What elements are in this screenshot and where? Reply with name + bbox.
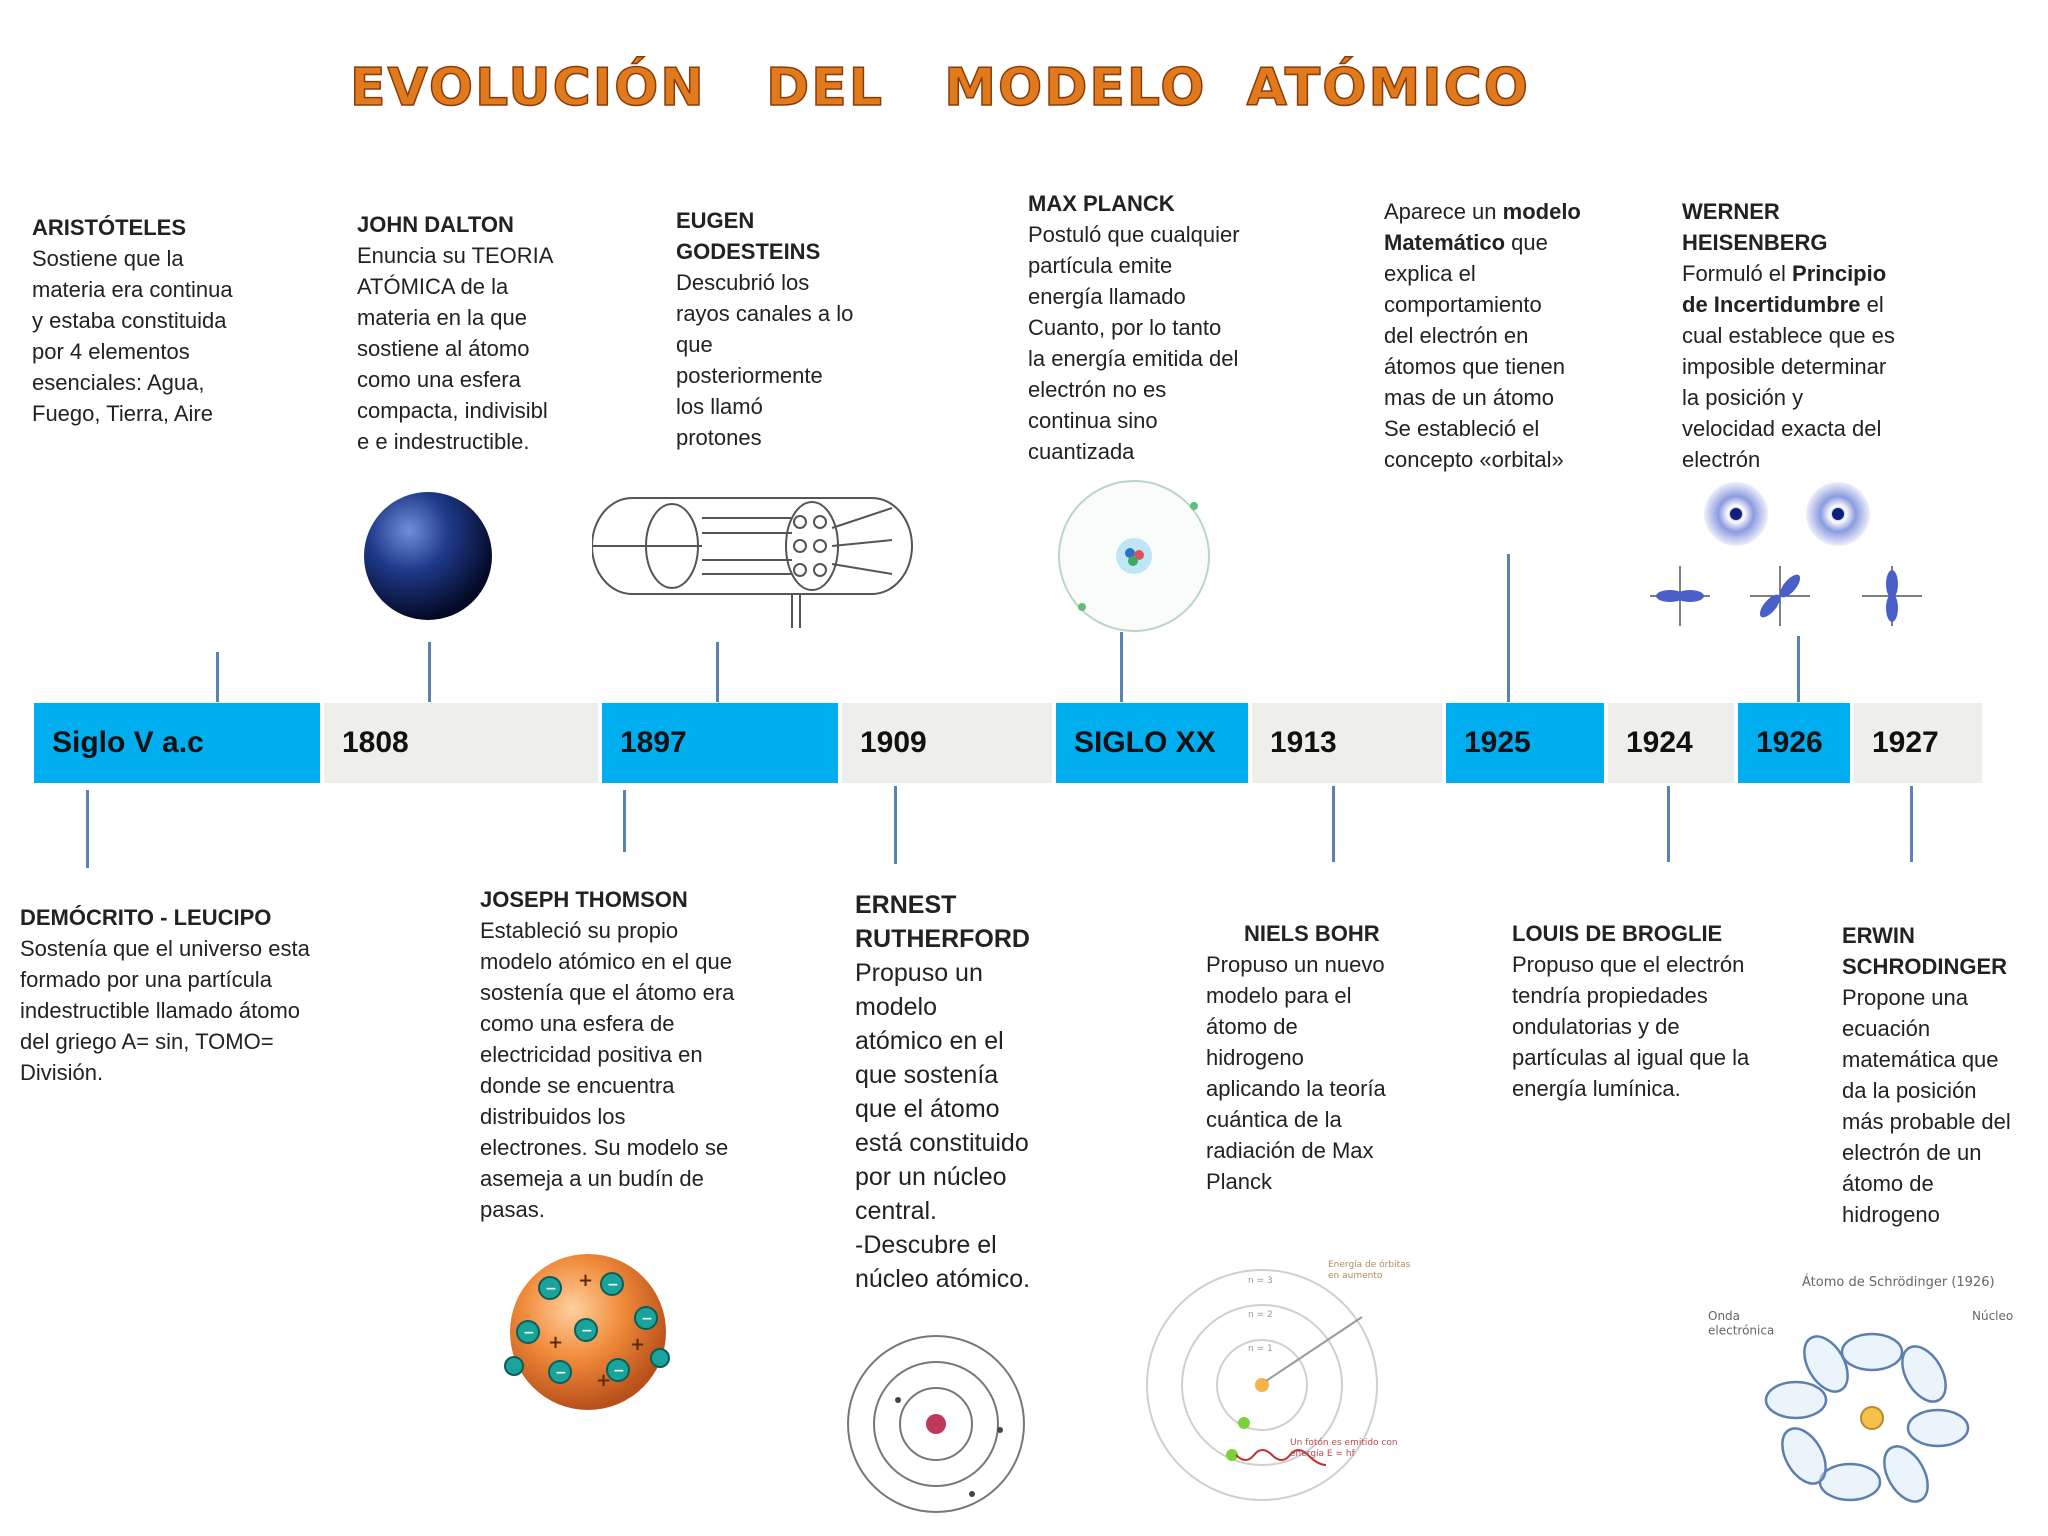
page-title: EVOLUCIÓN DEL MODELO ATÓMICO	[350, 58, 1530, 118]
svg-text:−: −	[555, 1365, 567, 1381]
dalton-name: JOHN DALTON	[357, 212, 514, 237]
schrodinger-block	[1842, 920, 2042, 1230]
bohr-name: NIELS BOHR	[1244, 921, 1380, 946]
svg-text:+: +	[596, 1370, 612, 1391]
bohr-atom	[1140, 1255, 1450, 1525]
timeline-1926: 1926	[1738, 703, 1854, 783]
rutherford-text: Propuso un modelo atómico en el que sostenía que el átomo está constituido por un núcleo central. -Descubre el núcleo atómico.	[855, 959, 1031, 1293]
schrodinger-name: ERWIN SCHRODINGER	[1842, 923, 2008, 979]
timeline-1927: 1927	[1854, 703, 1982, 783]
thomson-name: JOSEPH THOMSON	[480, 887, 688, 912]
connector-dalton	[428, 642, 431, 702]
broglie-block	[1512, 918, 1812, 1104]
bohr-photon-label: Un fotón es emitido con energía E = hf	[1290, 1438, 1398, 1459]
rutherford-block	[855, 888, 1085, 1296]
schrodinger-wave-label: Onda electrónica	[1708, 1309, 1775, 1338]
matematico-bold2: Matemático	[1384, 230, 1506, 255]
connector-democrito	[86, 790, 89, 868]
heisenberg-name: WERNER HEISENBERG	[1682, 199, 1828, 255]
timeline-siglo-v: Siglo V a.c	[34, 703, 324, 783]
connector-schrodinger	[1910, 786, 1913, 862]
planck-text: Postuló que cualquier partícula emite energía llamado Cuanto, por lo tanto la energía emitida del electrón no es continua sino cuantizada	[1028, 222, 1240, 464]
cathode-ray-tube	[592, 478, 922, 638]
bohr-block	[1206, 918, 1426, 1197]
aristoteles-name: ARISTÓTELES	[32, 215, 187, 240]
connector-aristoteles	[216, 652, 219, 702]
timeline-1909: 1909	[842, 703, 1056, 783]
svg-text:−: −	[641, 1311, 653, 1327]
svg-text:−: −	[581, 1323, 593, 1339]
planck-block	[1028, 188, 1348, 467]
connector-matematico	[1507, 554, 1510, 702]
godesteins-text: Descubrió los rayos canales a lo que posteriormente los llamó protones	[676, 270, 854, 450]
connector-broglie	[1667, 786, 1670, 862]
godesteins-block	[676, 205, 936, 453]
svg-text:+: +	[578, 1270, 594, 1291]
aristoteles-text: Sostiene que la materia era continua y estaba constituida por 4 elementos esenciales: Agua, Fuego, Tierra, Aire	[32, 246, 233, 426]
democrito-name: DEMÓCRITO - LEUCIPO	[20, 905, 272, 930]
schrodinger-text: Propone una ecuación matemática que da la posición más probable del electrón de un átomo de hidrogeno	[1842, 985, 2011, 1227]
connector-bohr	[1332, 786, 1335, 862]
matematico-block	[1384, 196, 1674, 475]
bohr-level-1: n = 1	[1248, 1344, 1273, 1354]
thomson-text: Estableció su propio modelo atómico en el que sostenía que el átomo era como una esfera de electricidad positiva en donde se encuentra distribuidos los electrones. Su modelo se asemeja a un budín de pasas.	[480, 918, 735, 1222]
planck-atom	[1054, 476, 1214, 636]
broglie-text: Propuso que el electrón tendría propiedades ondulatorias y de partículas al igual que la energía lumínica.	[1512, 952, 1750, 1101]
dalton-text: Enuncia su TEORIA ATÓMICA de la materia en la que sostiene al átomo como una esfera compacta, indivisibl e e indestructible.	[357, 243, 554, 454]
connector-rutherford	[894, 786, 897, 864]
heisenberg-orbitals	[1640, 478, 1940, 638]
schrodinger-atom	[1700, 1260, 2020, 1520]
timeline-1897: 1897	[602, 703, 842, 783]
svg-text:−: −	[523, 1325, 535, 1341]
connector-godesteins	[716, 642, 719, 702]
bohr-energy-label: Energía de órbitas en aumento	[1328, 1260, 1411, 1281]
timeline-1913: 1913	[1252, 703, 1446, 783]
svg-text:+: +	[630, 1334, 646, 1355]
matematico-post: que explica el comportamiento del electrón en átomos que tienen mas de un átomo Se estableció el concepto «orbital»	[1384, 230, 1566, 472]
schrodinger-nucleus-label: Núcleo	[1972, 1309, 2014, 1323]
broglie-name: LOUIS DE BROGLIE	[1512, 921, 1723, 946]
timeline-1808: 1808	[324, 703, 602, 783]
thomson-block	[480, 884, 800, 1225]
dalton-block	[357, 209, 657, 457]
aristoteles-block	[32, 212, 322, 429]
bohr-level-3: n = 3	[1248, 1276, 1273, 1286]
timeline-siglo-xx: SIGLO XX	[1056, 703, 1252, 783]
rutherford-name: ERNEST RUTHERFORD	[855, 891, 1030, 953]
svg-text:−: −	[545, 1281, 557, 1297]
heisenberg-block	[1682, 196, 2012, 475]
rutherford-atom	[842, 1330, 1032, 1520]
heisenberg-desc	[1682, 258, 2012, 475]
connector-planck	[1120, 632, 1123, 702]
matematico-bold1: modelo	[1502, 199, 1581, 224]
schrodinger-figure-title: Átomo de Schrödinger (1926)	[1802, 1275, 1995, 1290]
svg-text:+: +	[548, 1332, 564, 1353]
dalton-sphere	[360, 490, 500, 630]
heisenberg-pre: Formuló el	[1682, 261, 1793, 286]
bohr-text: Propuso un nuevo modelo para el átomo de hidrogeno aplicando la teoría cuántica de la radiación de Max Planck	[1206, 952, 1386, 1194]
timeline-1925: 1925	[1446, 703, 1608, 783]
svg-text:−: −	[607, 1277, 619, 1293]
heisenberg-bold1: Principio	[1792, 261, 1887, 286]
timeline-1924: 1924	[1608, 703, 1738, 783]
godesteins-name: EUGEN GODESTEINS	[676, 208, 821, 264]
heisenberg-bold2: de Incertidumbre	[1682, 292, 1861, 317]
democrito-text: Sostenía que el universo esta formado por una partícula indestructible llamado átomo del griego A= sin, TOMO= División.	[20, 936, 310, 1085]
connector-heisenberg	[1797, 636, 1800, 702]
planck-name: MAX PLANCK	[1028, 191, 1175, 216]
svg-text:−: −	[613, 1363, 625, 1379]
heisenberg-post: el cual establece que es imposible determinar la posición y velocidad exacta del electrón	[1682, 292, 1895, 472]
democrito-block	[20, 902, 350, 1088]
bohr-level-2: n = 2	[1248, 1310, 1273, 1320]
connector-thomson	[623, 790, 626, 852]
thomson-plum-pudding	[500, 1248, 680, 1418]
matematico-pre: Aparece un	[1384, 199, 1503, 224]
